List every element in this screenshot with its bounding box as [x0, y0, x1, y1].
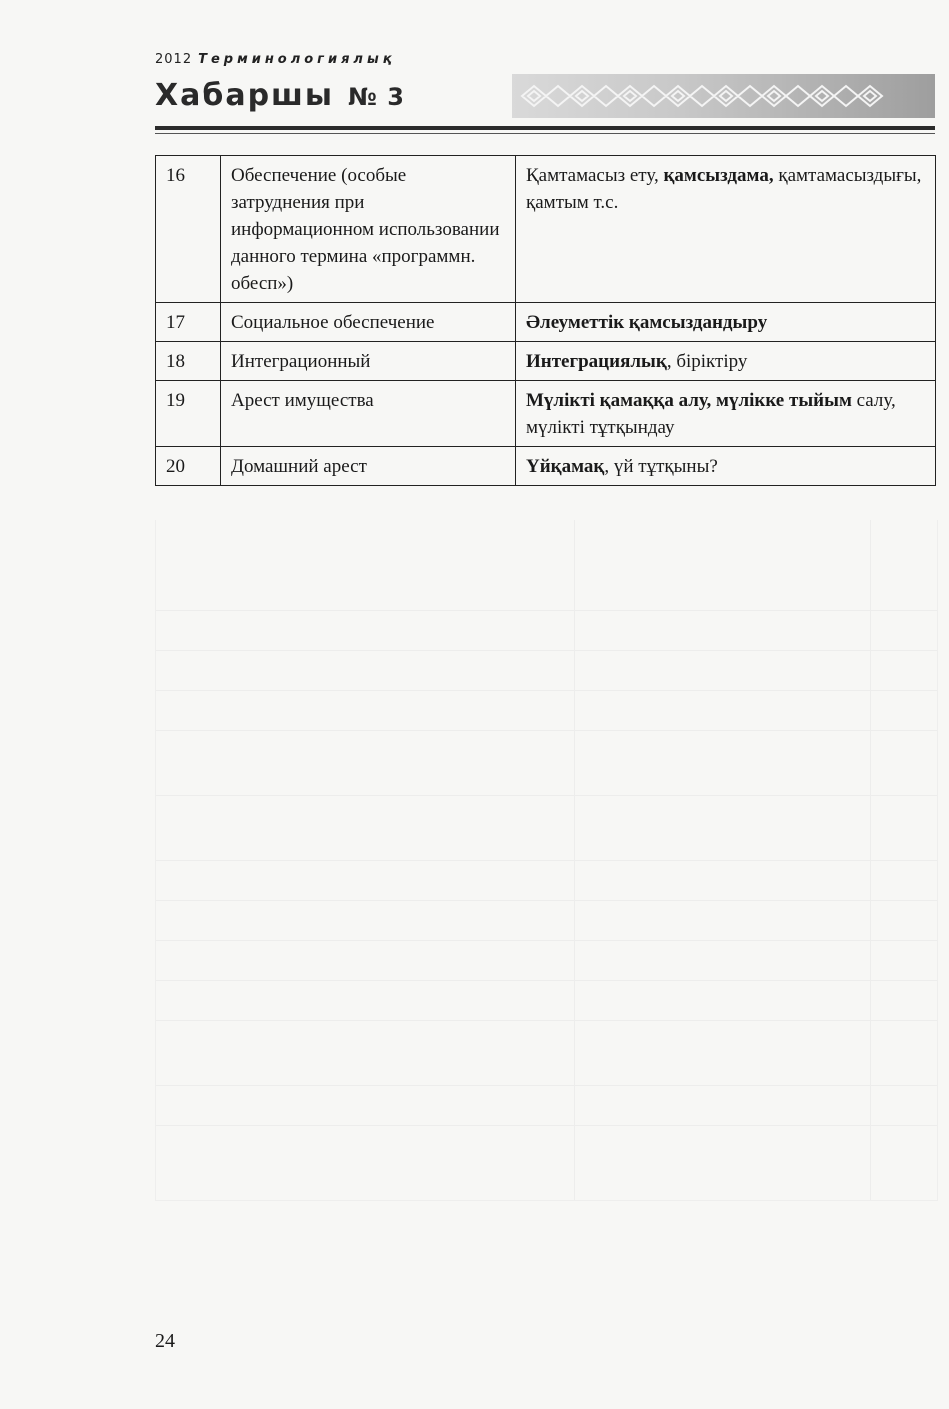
- term-kazakh: [516, 447, 936, 486]
- term-kazakh-part: Интеграциялық: [526, 351, 667, 372]
- journal-header: [155, 48, 935, 138]
- term-russian: Социальное обеспечение: [221, 303, 516, 342]
- term-kazakh: [516, 381, 936, 447]
- term-kazakh: [516, 342, 936, 381]
- term-kazakh: [516, 303, 936, 342]
- term-number: 19: [156, 381, 221, 447]
- term-russian: Интеграционный: [221, 342, 516, 381]
- terms-table: [155, 155, 936, 486]
- ornament-pattern-icon: [512, 74, 935, 118]
- term-kazakh-part: , біріктіру: [666, 351, 748, 372]
- term-russian: Обеспечение (особые затруднения при информационном использовании данного термина «программн. обесп»): [221, 156, 516, 303]
- term-kazakh: [516, 156, 936, 303]
- page-number: 24: [155, 1330, 175, 1352]
- term-kazakh-part: Әлеуметтік қамсыздандыру: [526, 312, 768, 333]
- table-row: [156, 342, 936, 381]
- term-number: 18: [156, 342, 221, 381]
- journal-year: 2012: [155, 52, 193, 67]
- journal-title: [155, 78, 405, 113]
- term-number: 17: [156, 303, 221, 342]
- journal-name-line1: Терминологиялық: [198, 52, 396, 67]
- header-rule-thick: [155, 126, 935, 130]
- journal-issue: № 3: [348, 83, 405, 111]
- term-kazakh-part: Мүлікті қамаққа алу, мүлікке тыйым: [526, 390, 852, 411]
- bleed-through-table: [155, 520, 938, 1201]
- term-kazakh-part: қамсыздама,: [663, 165, 774, 186]
- header-rule-thin: [155, 133, 935, 134]
- table-row: [156, 447, 936, 486]
- ornament-band: [512, 74, 935, 118]
- term-kazakh-part: Қамтамасыз ету,: [526, 165, 664, 186]
- journal-year-line: [155, 52, 396, 67]
- term-kazakh-part: қамтамасыздығы, қамтым т.с.: [526, 165, 922, 213]
- term-number: 20: [156, 447, 221, 486]
- term-kazakh-part: , үй тұтқыны?: [604, 456, 718, 477]
- table-row: [156, 381, 936, 447]
- table-row: [156, 156, 936, 303]
- term-russian: Домашний арест: [221, 447, 516, 486]
- term-russian: Арест имущества: [221, 381, 516, 447]
- journal-name-line2: Хабаршы: [155, 78, 335, 113]
- term-number: 16: [156, 156, 221, 303]
- table-row: [156, 303, 936, 342]
- term-kazakh-part: салу, мүлікті тұтқындау: [526, 390, 896, 438]
- term-kazakh-part: Үйқамақ: [526, 456, 605, 477]
